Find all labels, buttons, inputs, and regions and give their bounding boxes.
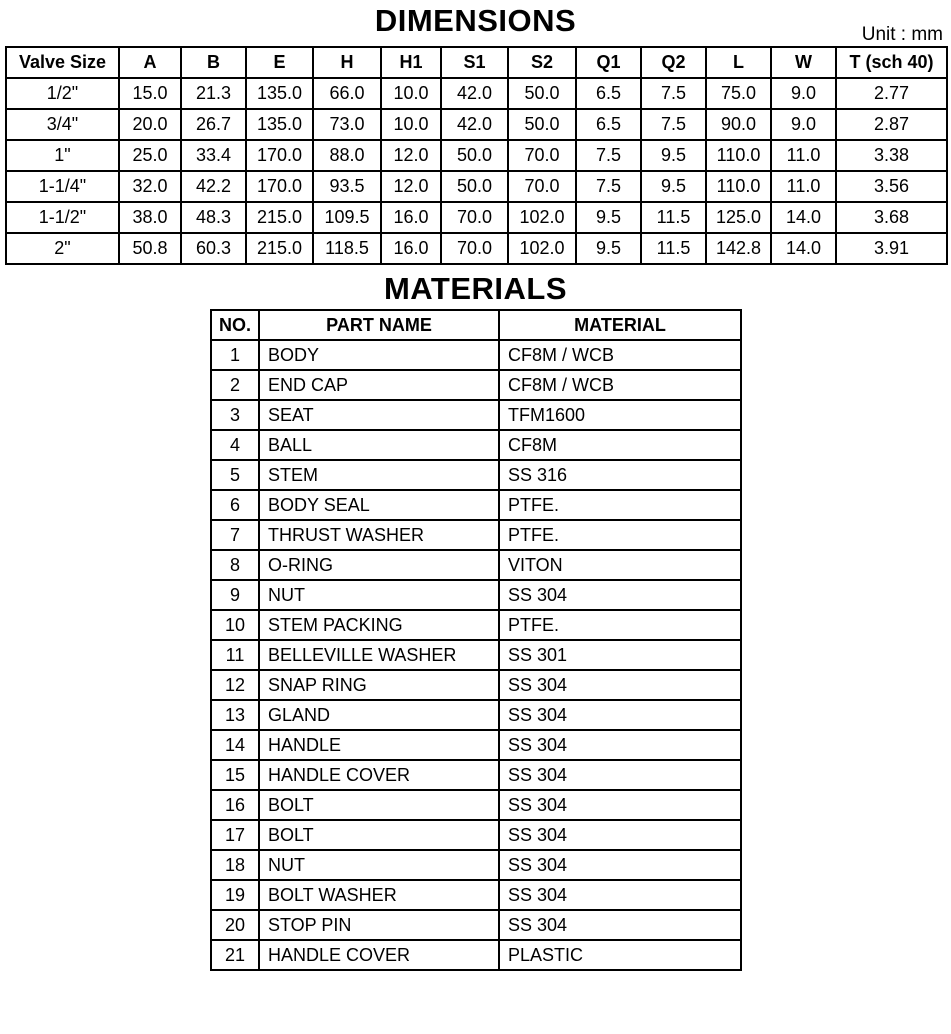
table-cell: SS 304 <box>499 670 741 700</box>
table-cell: 12.0 <box>381 171 441 202</box>
table-cell: 48.3 <box>181 202 246 233</box>
table-cell: 50.0 <box>508 78 576 109</box>
table-cell: 110.0 <box>706 171 771 202</box>
table-cell: 135.0 <box>246 109 313 140</box>
table-cell: 5 <box>211 460 259 490</box>
table-header-cell: PART NAME <box>259 310 499 340</box>
table-header-cell: T (sch 40) <box>836 47 947 78</box>
table-header-cell: Q1 <box>576 47 641 78</box>
table-cell: 21.3 <box>181 78 246 109</box>
table-cell: SS 304 <box>499 910 741 940</box>
table-cell: 50.0 <box>441 171 508 202</box>
table-cell: O-RING <box>259 550 499 580</box>
table-row <box>6 233 947 264</box>
table-cell: 3/4" <box>6 109 119 140</box>
table-cell: 6.5 <box>576 78 641 109</box>
table-cell: 110.0 <box>706 140 771 171</box>
table-cell: 7.5 <box>576 171 641 202</box>
table-cell: 50.0 <box>508 109 576 140</box>
table-cell: STEM <box>259 460 499 490</box>
table-row <box>211 340 741 370</box>
table-cell: 14 <box>211 730 259 760</box>
table-cell: 70.0 <box>508 171 576 202</box>
table-cell: 1/2" <box>6 78 119 109</box>
table-cell: 42.2 <box>181 171 246 202</box>
table-cell: 3 <box>211 400 259 430</box>
materials-table <box>210 309 742 971</box>
table-cell: SS 304 <box>499 880 741 910</box>
table-cell: 93.5 <box>313 171 381 202</box>
table-row <box>6 109 947 140</box>
table-cell: STOP PIN <box>259 910 499 940</box>
table-cell: 11.0 <box>771 140 836 171</box>
table-row <box>211 820 741 850</box>
table-cell: 125.0 <box>706 202 771 233</box>
table-cell: PLASTIC <box>499 940 741 970</box>
table-cell: 2.77 <box>836 78 947 109</box>
table-cell: 12.0 <box>381 140 441 171</box>
table-cell: 3.56 <box>836 171 947 202</box>
table-header-cell: MATERIAL <box>499 310 741 340</box>
table-cell: 13 <box>211 700 259 730</box>
table-header-cell: B <box>181 47 246 78</box>
table-row <box>6 140 947 171</box>
table-cell: 9.5 <box>576 233 641 264</box>
table-cell: 7.5 <box>576 140 641 171</box>
table-cell: 19 <box>211 880 259 910</box>
table-cell: 75.0 <box>706 78 771 109</box>
table-header-row <box>211 310 741 340</box>
table-cell: 2 <box>211 370 259 400</box>
table-cell: GLAND <box>259 700 499 730</box>
table-row <box>6 202 947 233</box>
materials-header <box>0 265 951 309</box>
table-cell: 50.0 <box>441 140 508 171</box>
table-cell: 20.0 <box>119 109 181 140</box>
table-header-cell: A <box>119 47 181 78</box>
table-cell: 3.91 <box>836 233 947 264</box>
table-row <box>211 550 741 580</box>
table-cell: HANDLE COVER <box>259 760 499 790</box>
table-cell: SS 316 <box>499 460 741 490</box>
table-cell: VITON <box>499 550 741 580</box>
table-cell: 16.0 <box>381 233 441 264</box>
table-row <box>211 940 741 970</box>
dimensions-title: DIMENSIONS <box>374 3 577 38</box>
materials-table-head <box>211 310 741 340</box>
table-cell: 14.0 <box>771 202 836 233</box>
table-cell: 1-1/4" <box>6 171 119 202</box>
table-row <box>211 730 741 760</box>
table-cell: 3.38 <box>836 140 947 171</box>
table-cell: 11.5 <box>641 202 706 233</box>
table-cell: SS 304 <box>499 580 741 610</box>
table-cell: SS 304 <box>499 760 741 790</box>
table-cell: 109.5 <box>313 202 381 233</box>
table-cell: 2" <box>6 233 119 264</box>
table-cell: 73.0 <box>313 109 381 140</box>
table-header-row <box>6 47 947 78</box>
table-cell: PTFE. <box>499 610 741 640</box>
table-header-cell: H <box>313 47 381 78</box>
table-cell: 7 <box>211 520 259 550</box>
table-cell: SNAP RING <box>259 670 499 700</box>
table-row <box>6 171 947 202</box>
table-cell: 3.68 <box>836 202 947 233</box>
table-cell: HANDLE <box>259 730 499 760</box>
table-header-cell: Valve Size <box>6 47 119 78</box>
table-cell: 42.0 <box>441 78 508 109</box>
unit-label: Unit : mm <box>861 24 943 45</box>
table-cell: BODY <box>259 340 499 370</box>
table-cell: 18 <box>211 850 259 880</box>
table-row <box>211 880 741 910</box>
table-cell: 15 <box>211 760 259 790</box>
table-cell: 14.0 <box>771 233 836 264</box>
table-header-cell: Q2 <box>641 47 706 78</box>
table-cell: 215.0 <box>246 202 313 233</box>
table-cell: BELLEVILLE WASHER <box>259 640 499 670</box>
table-cell: 32.0 <box>119 171 181 202</box>
table-cell: 42.0 <box>441 109 508 140</box>
table-cell: 9 <box>211 580 259 610</box>
table-cell: BOLT WASHER <box>259 880 499 910</box>
table-row <box>6 78 947 109</box>
table-cell: 170.0 <box>246 171 313 202</box>
table-row <box>211 910 741 940</box>
table-row <box>211 790 741 820</box>
table-cell: 215.0 <box>246 233 313 264</box>
table-cell: 1-1/2" <box>6 202 119 233</box>
table-cell: 12 <box>211 670 259 700</box>
table-cell: 16.0 <box>381 202 441 233</box>
table-cell: 102.0 <box>508 202 576 233</box>
table-cell: 9.0 <box>771 109 836 140</box>
table-row <box>211 430 741 460</box>
table-cell: 20 <box>211 910 259 940</box>
table-cell: TFM1600 <box>499 400 741 430</box>
table-cell: CF8M / WCB <box>499 340 741 370</box>
table-cell: SS 301 <box>499 640 741 670</box>
table-cell: STEM PACKING <box>259 610 499 640</box>
table-cell: CF8M / WCB <box>499 370 741 400</box>
table-cell: PTFE. <box>499 520 741 550</box>
table-cell: 10 <box>211 610 259 640</box>
table-cell: 33.4 <box>181 140 246 171</box>
table-cell: 2.87 <box>836 109 947 140</box>
table-cell: 9.5 <box>576 202 641 233</box>
table-cell: PTFE. <box>499 490 741 520</box>
materials-title: MATERIALS <box>383 271 568 306</box>
dimensions-header <box>0 0 951 44</box>
table-row <box>211 700 741 730</box>
table-cell: BALL <box>259 430 499 460</box>
table-cell: 66.0 <box>313 78 381 109</box>
table-cell: 11.5 <box>641 233 706 264</box>
table-cell: 8 <box>211 550 259 580</box>
table-cell: 90.0 <box>706 109 771 140</box>
table-cell: 1 <box>211 340 259 370</box>
table-cell: END CAP <box>259 370 499 400</box>
table-cell: BOLT <box>259 820 499 850</box>
table-cell: 25.0 <box>119 140 181 171</box>
table-cell: 11 <box>211 640 259 670</box>
table-row <box>211 460 741 490</box>
table-cell: NUT <box>259 850 499 880</box>
table-cell: 7.5 <box>641 78 706 109</box>
table-row <box>211 400 741 430</box>
table-row <box>211 610 741 640</box>
table-cell: SS 304 <box>499 730 741 760</box>
table-cell: 26.7 <box>181 109 246 140</box>
table-cell: CF8M <box>499 430 741 460</box>
table-cell: 7.5 <box>641 109 706 140</box>
table-header-cell: W <box>771 47 836 78</box>
table-cell: 9.5 <box>641 171 706 202</box>
table-cell: SS 304 <box>499 850 741 880</box>
table-cell: SEAT <box>259 400 499 430</box>
table-cell: 70.0 <box>508 140 576 171</box>
table-row <box>211 670 741 700</box>
table-cell: 50.8 <box>119 233 181 264</box>
table-cell: 9.5 <box>641 140 706 171</box>
table-cell: 4 <box>211 430 259 460</box>
table-cell: 10.0 <box>381 78 441 109</box>
table-cell: SS 304 <box>499 820 741 850</box>
table-row <box>211 370 741 400</box>
table-cell: 102.0 <box>508 233 576 264</box>
table-cell: 1" <box>6 140 119 171</box>
table-cell: 6 <box>211 490 259 520</box>
table-cell: SS 304 <box>499 700 741 730</box>
dimensions-table-head <box>6 47 947 78</box>
table-row <box>211 490 741 520</box>
table-cell: 135.0 <box>246 78 313 109</box>
table-header-cell: H1 <box>381 47 441 78</box>
table-cell: SS 304 <box>499 790 741 820</box>
dimensions-table <box>5 46 948 265</box>
materials-table-body <box>211 340 741 970</box>
table-cell: 118.5 <box>313 233 381 264</box>
table-header-cell: E <box>246 47 313 78</box>
table-header-cell: S1 <box>441 47 508 78</box>
table-cell: 16 <box>211 790 259 820</box>
table-cell: 70.0 <box>441 202 508 233</box>
table-cell: THRUST WASHER <box>259 520 499 550</box>
table-cell: 60.3 <box>181 233 246 264</box>
table-cell: 38.0 <box>119 202 181 233</box>
table-row <box>211 580 741 610</box>
table-cell: BODY SEAL <box>259 490 499 520</box>
table-cell: 17 <box>211 820 259 850</box>
table-cell: NUT <box>259 580 499 610</box>
table-header-cell: L <box>706 47 771 78</box>
table-cell: 10.0 <box>381 109 441 140</box>
table-cell: BOLT <box>259 790 499 820</box>
table-row <box>211 850 741 880</box>
table-cell: 170.0 <box>246 140 313 171</box>
table-cell: HANDLE COVER <box>259 940 499 970</box>
table-cell: 9.0 <box>771 78 836 109</box>
table-cell: 21 <box>211 940 259 970</box>
table-header-cell: S2 <box>508 47 576 78</box>
table-cell: 15.0 <box>119 78 181 109</box>
table-cell: 70.0 <box>441 233 508 264</box>
table-row <box>211 760 741 790</box>
table-cell: 11.0 <box>771 171 836 202</box>
dimensions-table-body <box>6 78 947 264</box>
table-row <box>211 640 741 670</box>
table-cell: 142.8 <box>706 233 771 264</box>
table-row <box>211 520 741 550</box>
table-header-cell: NO. <box>211 310 259 340</box>
table-cell: 88.0 <box>313 140 381 171</box>
table-cell: 6.5 <box>576 109 641 140</box>
